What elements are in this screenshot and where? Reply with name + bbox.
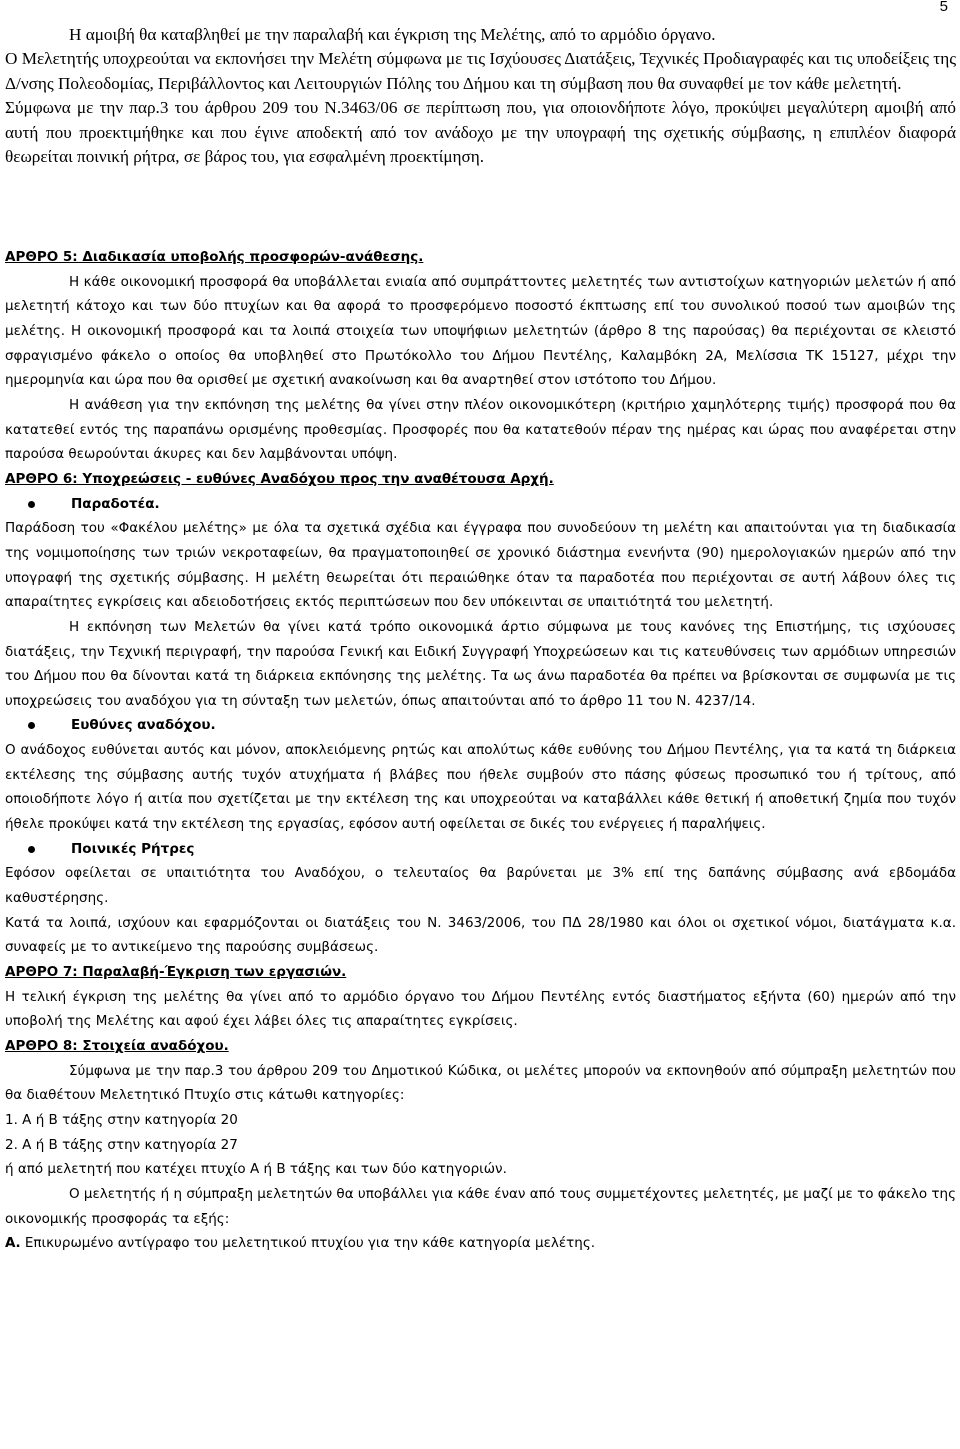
article8-paragraph-3: Ο μελετητής ή η σύμπραξη μελετητών θα υποβάλλει για κάθε έναν από τους συμμετέχοντες μελετητές, με μαζί με το φάκελο της οικονομικής προσφοράς τα εξής: xyxy=(5,1185,956,1227)
article8-list-item-1: 1. Α ή Β τάξης στην κατηγορία 20 xyxy=(5,1111,238,1128)
article8-list-item-2: 2. Α ή Β τάξης στην κατηγορία 27 xyxy=(5,1136,238,1153)
intro-paragraph-payment: Η αμοιβή θα καταβληθεί με την παραλαβή και έγκριση της Μελέτης, από το αρμόδιο όργανο. xyxy=(69,25,716,44)
article8-item-a xyxy=(5,1231,956,1256)
article8-paragraph-2: ή από μελετητή που κατέχει πτυχίο Α ή Β τάξης και των δύο κατηγοριών. xyxy=(5,1161,507,1178)
intro-paragraph-obligations: Ο Μελετητής υποχρεούται να εκπονήσει την Μελέτη σύμφωνα με τις Ισχύουσες Διατάξεις, Τεχνικές Προδιαγραφές και τις υποδείξεις της Δ/νσης Πολεοδομίας, Περιβάλλοντος και Λειτουργιών Πόλης του Δήμου και τη σύμβαση που θα συναφθεί με τον κάθε μελετητή. xyxy=(5,49,956,93)
article8-title: ΑΡΘΡΟ 8: Στοιχεία αναδόχου. xyxy=(5,1038,229,1054)
article6-bullet-liability: Ευθύνες αναδόχου. xyxy=(5,713,956,738)
intro-paragraph-penalty: Σύμφωνα με την παρ.3 του άρθρου 209 του Ν.3463/06 σε περίπτωση που, για οποιονδήποτε λόγο, προκύψει μεγαλύτερη αμοιβή από αυτή που προεκτιμήθηκε και που έγινε αποδεκτή από τον ανάδοχο με την υπογραφή της σχετικής σύμβασης, η επιπλέον διαφορά θεωρείται ποινική ρήτρα, σε βάρος του, για εσφαλμένη προεκτίμηση. xyxy=(5,98,956,167)
article6-paragraph-2: Η εκπόνηση των Μελετών θα γίνει κατά τρόπο οικονομικά άρτιο σύμφωνα με τους κανόνες της Επιστήμης, τις ισχύουσες διατάξεις, την Τεχνική περιγραφή, την παρούσα Γενική και Ειδική Συγγραφή Υποχρεώσεων και τις κατευθύνσεις των αρμόδιων υπηρεσιών του Δήμου που θα δίνονται κατά τη διάρκεια εκπόνησης της μελέτης. Τα ως άνω παραδοτέα θα πρέπει να βρίσκονται σε συμφωνία με τις υποχρεώσεις του αναδόχου για τη σύνταξη των μελετών, όπως απαιτούνται από το άρθρο 11 του Ν. 4237/14. xyxy=(5,618,956,709)
article6-paragraph-5: Κατά τα λοιπά, ισχύουν και εφαρμόζονται οι διατάξεις του Ν. 3463/2006, του ΠΔ 28/1980 και όλοι οι σχετικοί νόμοι, διατάγματα κ.α. συναφείς με το αντικείμενο της παρούσης συμβάσεως. xyxy=(5,914,956,956)
article8-paragraph-1: Σύμφωνα με την παρ.3 του άρθρου 209 του Δημοτικού Κώδικα, οι μελέτες μπορούν να εκπονηθούν από σύμπραξη μελετητών που θα διαθέτουν Μελετητικό Πτυχίο στις κάτωθι κατηγορίες: xyxy=(5,1062,956,1104)
articles-section xyxy=(5,245,956,1256)
article6-bullet-penalties: Ποινικές Ρήτρες xyxy=(5,837,956,862)
article5-title: ΑΡΘΡΟ 5: Διαδικασία υποβολής προσφορών-ανάθεσης. xyxy=(5,249,424,265)
article6-title: ΑΡΘΡΟ 6: Υποχρεώσεις - ευθύνες Αναδόχου προς την αναθέτουσα Αρχή. xyxy=(5,470,554,487)
article8-item-a-text: Επικυρωμένο αντίγραφο του μελετητικού πτυχίου για την κάθε κατηγορία μελέτης. xyxy=(24,1235,596,1252)
article7-title: ΑΡΘΡΟ 7: Παραλαβή-Έγκριση των εργασιών. xyxy=(5,964,347,981)
article5-paragraph-2: Η ανάθεση για την εκπόνηση της μελέτης θα γίνει στην πλέον οικονομικότερη (κριτήριο χαμηλότερης τιμής) προσφορά που θα κατατεθεί εντός της παραπάνω ορισμένης προθεσμίας. Προσφορές που θα κατατεθούν πέραν της ημέρας και ώρας που αναφέρεται στην παρούσα θεωρούνται άκυρες και δεν λαμβάνονται υπόψη. xyxy=(5,396,956,463)
article8-item-a-label: Α. xyxy=(5,1235,21,1252)
article6-paragraph-4: Εφόσον οφείλεται σε υπαιτιότητα του Αναδόχου, ο τελευταίος θα βαρύνεται με 3% επί της δαπάνης σύμβασης ανά εβδομάδα καθυστέρησης. xyxy=(5,865,956,907)
article6-paragraph-1: Παράδοση του «Φακέλου μελέτης» με όλα τα σχετικά σχέδια και έγγραφα που συνοδεύουν τη μελέτη και απαιτούνται για τη διαδικασία της νομιμοποίησης των τριών νεκροταφείων, θα πραγματοποιηθεί σε χρονικό διάστημα ενενήντα (90) ημερολογιακών ημερών από την υπογραφή της σχετικής σύμβασης. Η μελέτη θεωρείται ότι περαιώθηκε όταν τα παραδοτέα που περιέχονται σε αυτή λάβουν όλες τις απαραίτητες εγκρίσεις και αδειοδοτήσεις εκτός περιπτώσεων που δεν υπόκεινται σε υπαιτιότητά του μελετητή. xyxy=(5,520,956,611)
page-number: 5 xyxy=(939,0,948,15)
article6-paragraph-3: Ο ανάδοχος ευθύνεται αυτός και μόνον, αποκλειόμενης ρητώς και απολύτως κάθε ευθύνης του Δήμου Πεντέλης, για τα κατά τη διάρκεια εκτέλεσης της σύμβασης αυτής τυχόν ατυχήματα ή βλάβες που ήθελε συμβούν στο πάσης φύσεως προσωπικό του ή τρίτους, από οποιοδήποτε λόγο ή αιτία που σχετίζεται με την εκτέλεση της και υποχρεούται να καταβάλλει κάθε θετική ή αποθετική ζημία που τυχόν ήθελε προκύψει κατά την εκτέλεση της εργασίας, εφόσον αυτή οφείλεται σε δικές του ενέργειες ή παραλήψεις. xyxy=(5,742,956,833)
intro-section xyxy=(5,23,956,169)
article5-paragraph-1: Η κάθε οικονομική προσφορά θα υποβάλλεται ενιαία από συμπράττοντες μελετητές των αντιστοίχων κατηγοριών μελετών ή από μελετητή κάτοχο και των δύο πτυχίων και θα αφορά το προσφερόμενο ποσοστό έκπτωσης επί του συνολικού ποσού των αμοιβών της μελέτης. Η οικονομική προσφορά και τα λοιπά στοιχεία των υποψήφιων μελετητών (άρθρο 8 της παρούσας) θα περιέχονται σε κλειστό σφραγισμένο φάκελο ο οποίος θα υποβληθεί στο Πρωτόκολλο του Δήμου Πεντέλης, Καλαμβόκη 2Α, Μελίσσια ΤΚ 15127, μέχρι την ημερομηνία και ώρα που θα ορισθεί με σχετική ανακοίνωση και θα αναρτηθεί στον ιστότοπο του Δήμου. xyxy=(5,273,956,389)
article6-bullet-deliverables: Παραδοτέα. xyxy=(5,492,956,517)
article7-paragraph-1: Η τελική έγκριση της μελέτης θα γίνει από το αρμόδιο όργανο του Δήμου Πεντέλης εντός διαστήματος εξήντα (60) ημερών από την υποβολή της Μελέτης και αφού έχει λάβει όλες τις απαραίτητες εγκρίσεις. xyxy=(5,988,956,1030)
